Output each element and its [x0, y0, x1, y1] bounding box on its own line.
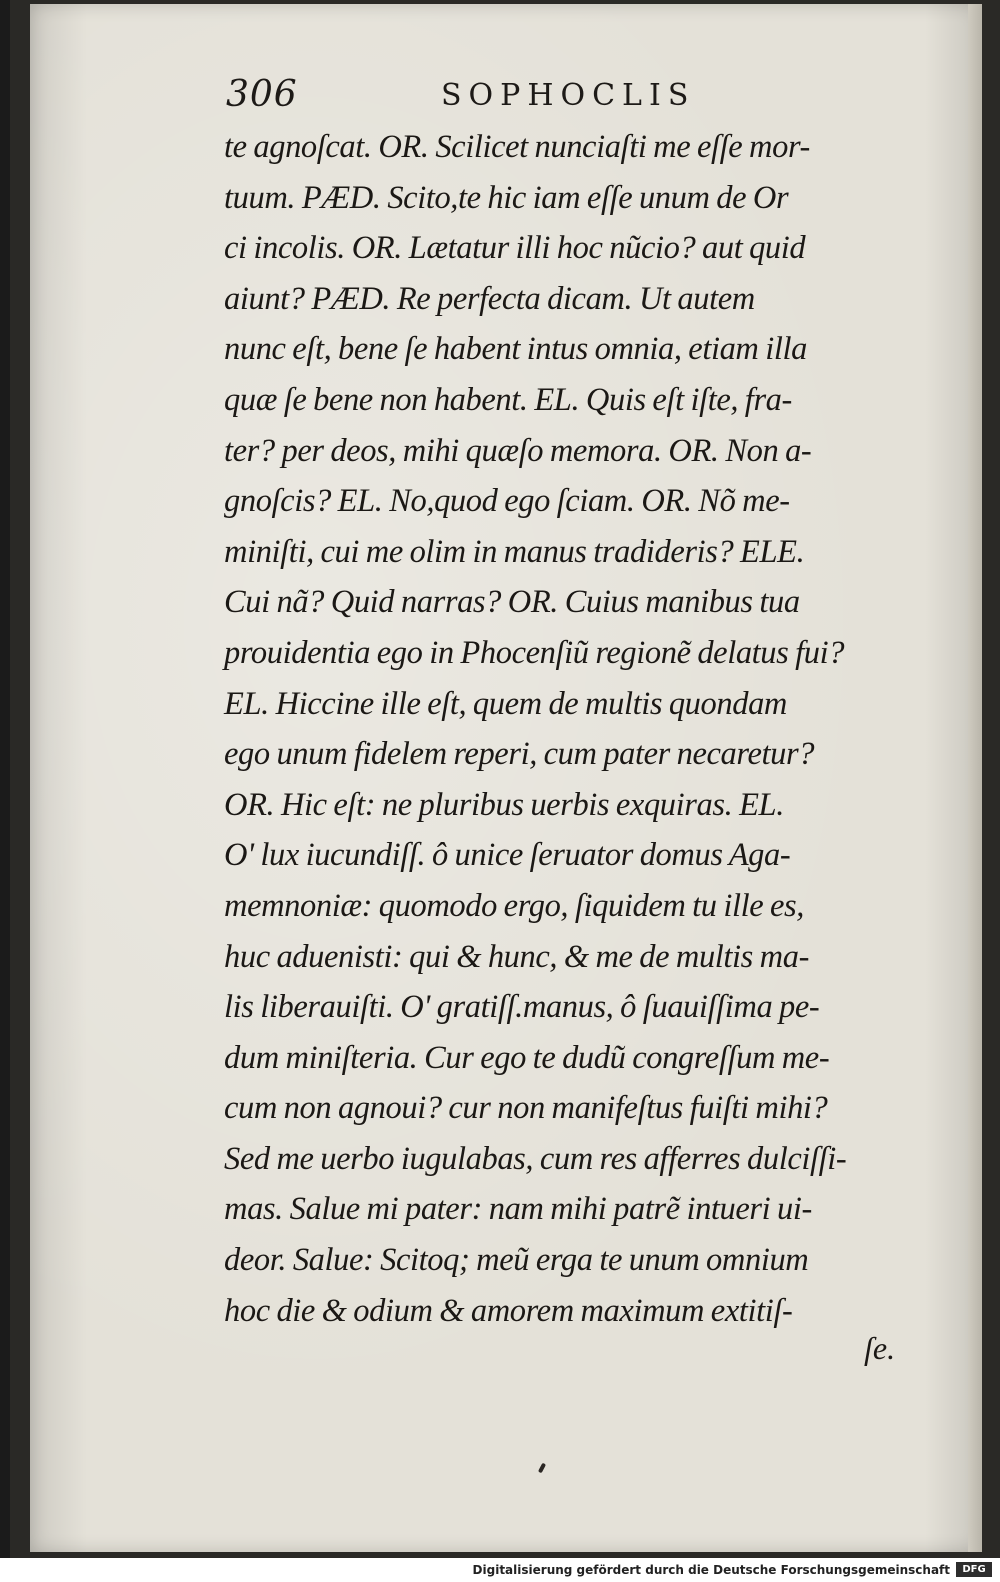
- text-line: O' lux iucundiſſ. ô unice ſeruator domus Aga-: [224, 837, 791, 874]
- text-line: huc aduenisti: qui & hunc, & me de multis ma-: [224, 938, 809, 975]
- text-line: dum miniſteria. Cur ego te dudũ congreſſum me-: [224, 1039, 830, 1076]
- text-line: lis liberauiſti. O' gratiſſ.manus, ô ſuauiſſima pe-: [224, 989, 820, 1026]
- dfg-logo: DFG: [956, 1562, 992, 1577]
- catchword: ſe.: [864, 1330, 896, 1366]
- text-line: ter? per deos, mihi quæſo memora. OR. Non a-: [224, 432, 812, 469]
- body-text: [224, 122, 924, 1336]
- running-title: SOPHOCLIS: [441, 78, 696, 113]
- text-line: cum non agnoui? cur non manifeſtus fuiſti mihi?: [224, 1090, 828, 1127]
- text-line: prouidentia ego in Phocenſiũ regionẽ delatus fui?: [224, 634, 845, 671]
- text-line: ego unum fidelem reperi, cum pater necaretur?: [224, 736, 815, 773]
- text-line: miniſti, cui me olim in manus tradideris? ELE.: [224, 533, 805, 570]
- text-line: aiunt? PÆD. Re perfecta dicam. Ut autem: [224, 280, 755, 317]
- funding-credit: Digitalisierung gefördert durch die Deutsche Forschungsgemeinschaft: [472, 1563, 950, 1577]
- text-line: mas. Salue mi pater: nam mihi patrẽ intueri ui-: [224, 1191, 812, 1228]
- text-line: OR. Hic eſt: ne pluribus uerbis exquiras. EL.: [224, 786, 784, 823]
- text-line: deor. Salue: Scitoq; meũ erga te unum omnium: [224, 1242, 809, 1279]
- text-line: nunc eſt, bene ſe habent intus omnia, etiam illa: [224, 331, 807, 368]
- text-line: tuum. PÆD. Scito,te hic iam eſſe unum de Or: [224, 179, 789, 216]
- page-edge: [968, 4, 982, 1552]
- text-line: gnoſcis? EL. No,quod ego ſciam. OR. Nõ me-: [224, 483, 790, 520]
- text-line: memnoniæ: quomodo ergo, ſiquidem tu ille es,: [224, 887, 804, 924]
- text-line: quæ ſe bene non habent. EL. Quis eſt iſte, fra-: [224, 381, 792, 418]
- page-number: 306: [226, 74, 298, 115]
- text-line: hoc die & odium & amorem maximum extitiſ-: [224, 1292, 793, 1329]
- text-line: ci incolis. OR. Lætatur illi hoc nũcio? aut quid: [224, 230, 806, 267]
- text-line: te agnoſcat. OR. Scilicet nunciaſti me eſſe mor-: [224, 129, 810, 165]
- text-line: EL. Hiccine ille eſt, quem de multis quondam: [224, 685, 788, 722]
- digitization-footer: [0, 1558, 1000, 1582]
- text-line: Cui nã? Quid narras? OR. Cuius manibus tua: [224, 584, 800, 621]
- text-line: Sed me uerbo iugulabas, cum res afferres dulciſſi-: [224, 1140, 847, 1177]
